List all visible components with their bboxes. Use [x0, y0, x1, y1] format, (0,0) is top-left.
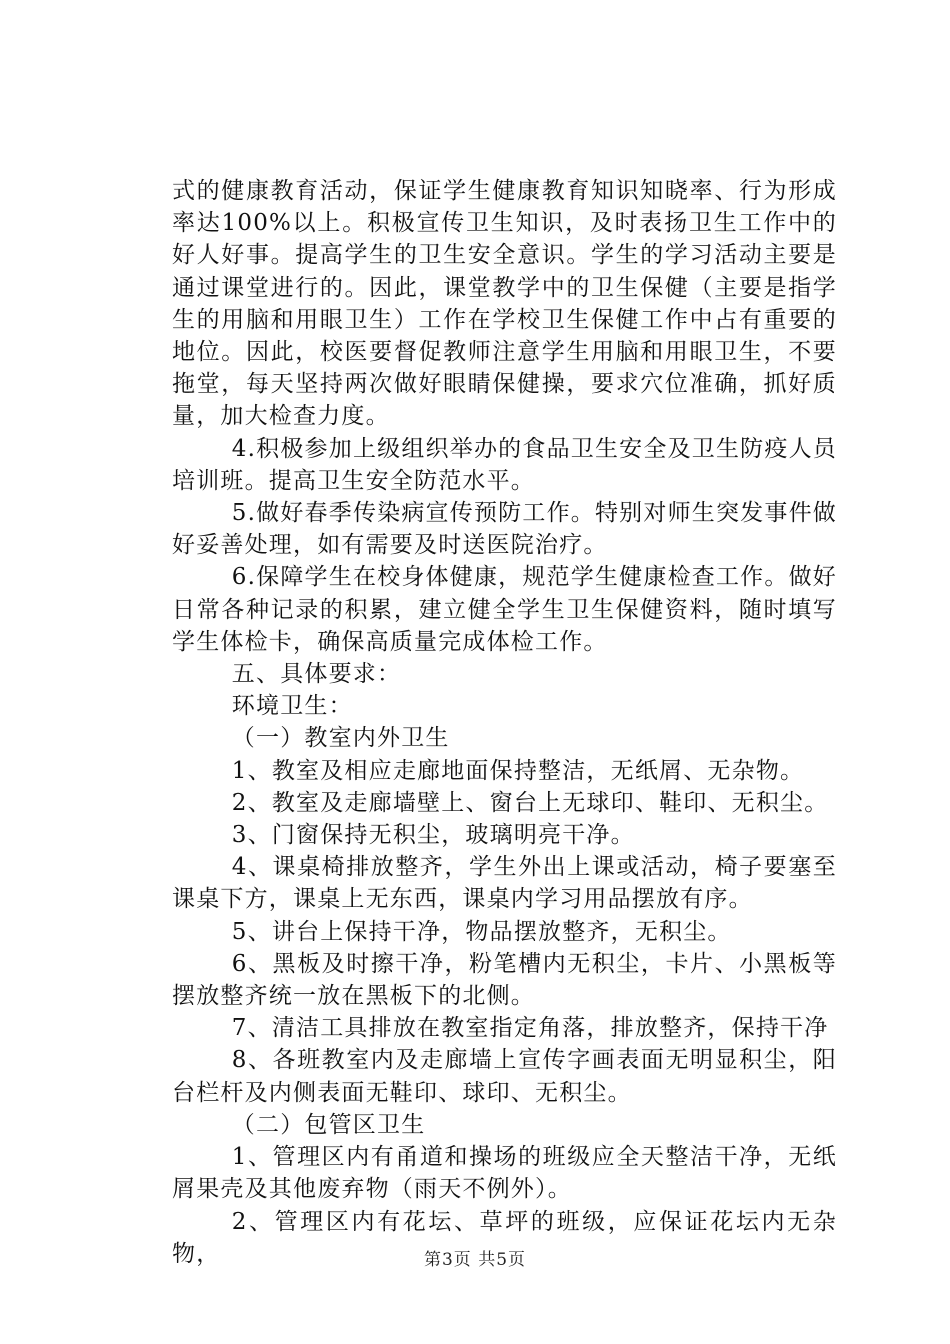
subheading-managed-area: （二）包管区卫生 [231, 1111, 426, 1138]
section-heading-requirements: 五、具体要求： [231, 661, 402, 688]
list-item: 3、门窗保持无积尘，玻璃明亮干净。 [231, 822, 635, 849]
subheading-classroom: （一）教室内外卫生 [231, 725, 450, 752]
paragraph-3: 5.做好春季传染病宣传预防工作。特别对师生突发事件做好妥善处理，如有需要及时送医院治疗。 [172, 500, 837, 559]
list-item: 1、管理区内有甬道和操场的班级应全天整洁干净，无纸屑果壳及其他废弃物（雨天不例外）。 [172, 1144, 837, 1203]
page-footer: 第3页 共5页 [423, 1250, 527, 1270]
document-body [172, 175, 837, 1270]
list-item: 2、管理区内有花坛、草坪的班级，应保证花坛内无杂物， [172, 1208, 837, 1267]
list-item: 5、讲台上保持干净，物品摆放整齐，无积尘。 [231, 918, 732, 945]
list-item: 8、各班教室内及走廊墙上宣传字画表面无明显积尘，阳台栏杆及内侧表面无鞋印、球印、无积尘。 [172, 1047, 837, 1106]
paragraph-1: 式的健康教育活动，保证学生健康教育知识知晓率、行为形成率达100%以上。积极宣传卫生知识，及时表扬卫生工作中的好人好事。提高学生的卫生安全意识。学生的学习活动主要是通过课堂进行的。因此，课堂教学中的卫生保健（主要是指学生的用脑和用眼卫生）工作在学校卫生保健工作中占有重要的地位。因此，校医要督促教师注意学生用脑和用眼卫生，不要拖堂，每天坚持两次做好眼睛保健操，要求穴位准确，抓好质量，加大检查力度。 [172, 178, 837, 430]
list-item: 1、教室及相应走廊地面保持整洁，无纸屑、无杂物。 [231, 757, 805, 784]
list-item: 7、清洁工具排放在教室指定角落，排放整齐，保持干净 [231, 1015, 829, 1042]
list-item: 4、课桌椅排放整齐，学生外出上课或活动，椅子要塞至课桌下方，课桌上无东西，课桌内学习用品摆放有序。 [172, 854, 837, 913]
list-item: 6、黑板及时擦干净，粉笔槽内无积尘，卡片、小黑板等摆放整齐统一放在黑板下的北侧。 [172, 950, 837, 1010]
list-item: 2、教室及走廊墙壁上、窗台上无球印、鞋印、无积尘。 [231, 789, 829, 816]
subheading-environment: 环境卫生： [231, 693, 353, 720]
paragraph-4: 6.保障学生在校身体健康，规范学生健康检查工作。做好日常各种记录的积累，建立健全学生卫生保健资料，随时填写学生体检卡，确保高质量完成体检工作。 [172, 564, 837, 655]
paragraph-2: 4.积极参加上级组织举办的食品卫生安全及卫生防疫人员培训班。提高卫生安全防范水平。 [172, 435, 837, 494]
